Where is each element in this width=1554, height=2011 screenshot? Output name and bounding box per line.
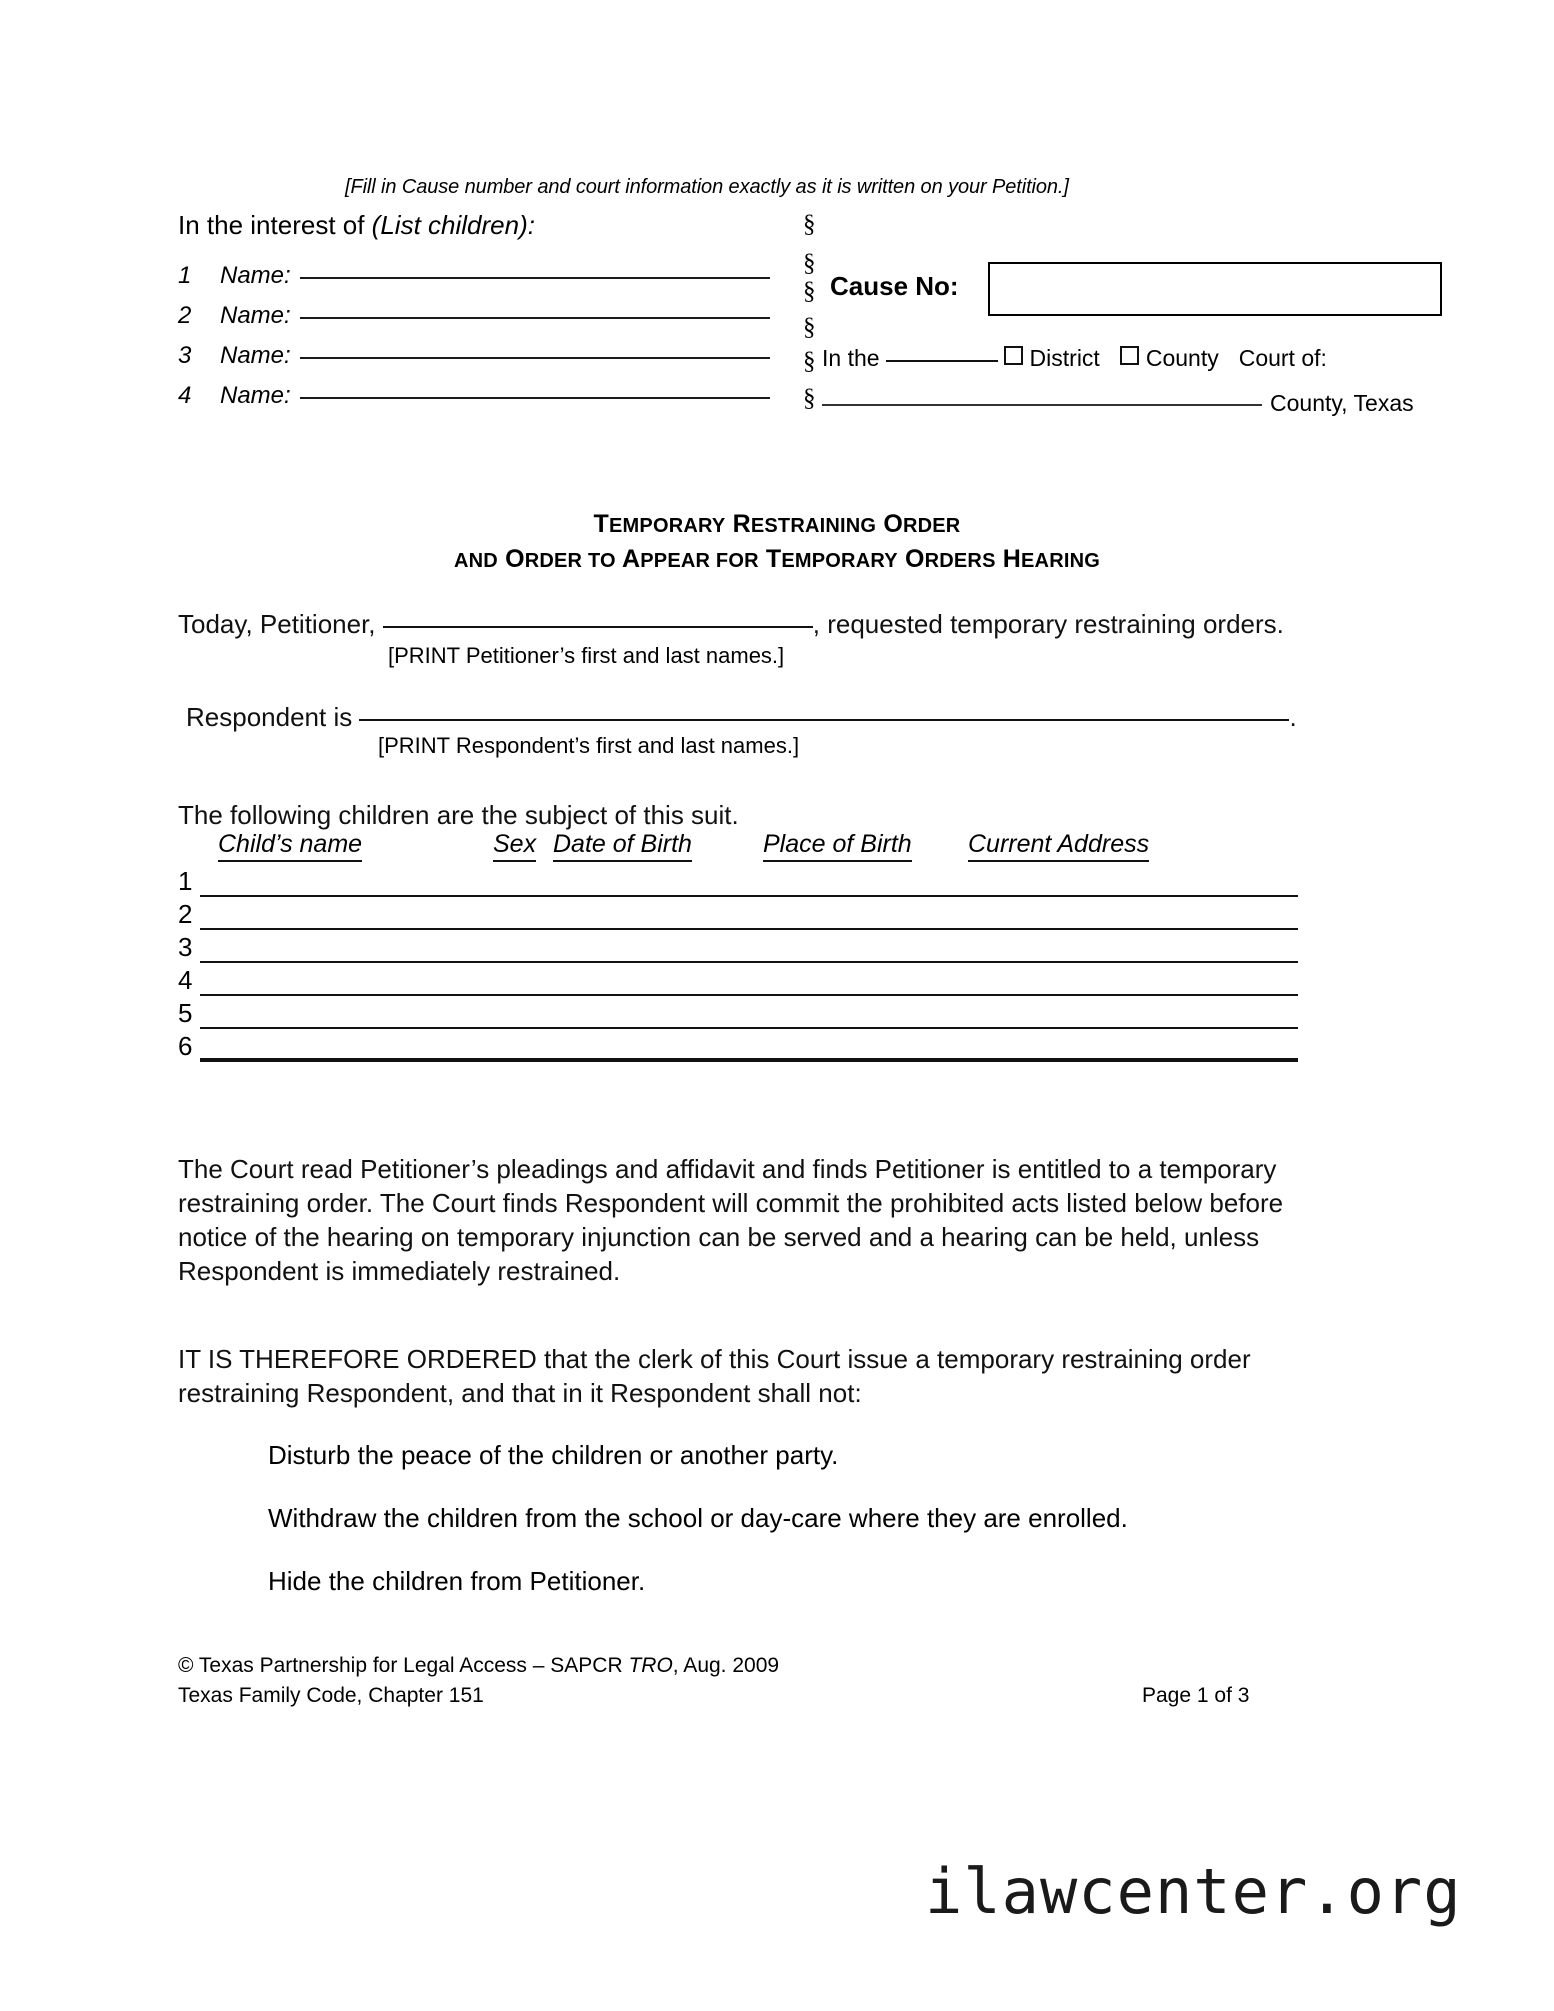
child-name-number-2: 2 (178, 302, 192, 329)
respondent-is-suffix: . (1289, 702, 1297, 732)
child-name-label-4: Name: (220, 382, 291, 409)
prohibited-act-1: Disturb the peace of the children or another party. (268, 1440, 839, 1470)
row-number: 4 (178, 965, 193, 995)
caption-instruction: [Fill in Cause number and court information exactly as it is written on your Petition.] (345, 176, 1069, 198)
district-checkbox[interactable] (1004, 346, 1023, 365)
cause-no-label: Cause No: (830, 271, 959, 301)
row-number: 3 (178, 932, 193, 962)
section-mark: § (803, 278, 816, 305)
site-watermark: ilawcenter.org (925, 1855, 1462, 1928)
respondent-is-line (186, 700, 1297, 734)
footer-page-number: Page 1 of 3 (1142, 1684, 1250, 1707)
child-entry-input-6[interactable] (200, 1058, 1298, 1062)
footer-copyright-form-code: TRO (628, 1654, 673, 1677)
section-mark: § (803, 314, 816, 341)
in-the-interest-of-line (178, 210, 535, 241)
petitioner-name-input[interactable] (383, 626, 813, 628)
column-header-childs-name: Child’s name (218, 830, 362, 862)
child-name-input-2[interactable] (300, 317, 770, 319)
child-name-input-4[interactable] (300, 397, 770, 399)
footer-copyright (178, 1654, 779, 1678)
page-title-line-2: AND ORDER TO APPEAR FOR TEMPORARY ORDERS HEARING (453, 545, 1100, 573)
county-label: County (1145, 345, 1219, 371)
child-name-number-4: 4 (178, 382, 192, 409)
row-number: 6 (178, 1031, 193, 1061)
respondent-name-hint: [PRINT Respondent’s first and last names.] (378, 733, 800, 758)
county-texas-line (822, 390, 1414, 417)
child-name-label-3: Name: (220, 342, 291, 369)
column-header-sex: Sex (493, 830, 536, 862)
row-number: 2 (178, 899, 193, 929)
table-row (178, 996, 1298, 1029)
column-header-place-of-birth: Place of Birth (763, 830, 912, 862)
child-name-row-4 (178, 382, 770, 410)
cause-no-input[interactable] (988, 262, 1442, 316)
footer-copyright-prefix: © Texas Partnership for Legal Access – SAPCR (178, 1654, 629, 1677)
prohibited-act-3: Hide the children from Petitioner. (268, 1566, 646, 1596)
child-name-number-3: 3 (178, 342, 192, 369)
row-number: 1 (178, 866, 193, 896)
today-petitioner-line (178, 607, 1284, 641)
row-number: 5 (178, 998, 193, 1028)
respondent-name-input[interactable] (359, 719, 1289, 721)
section-mark: § (803, 250, 816, 277)
child-name-row-3 (178, 342, 770, 370)
children-subject-intro: The following children are the subject of this suit. (178, 800, 739, 830)
column-header-current-address: Current Address (968, 830, 1149, 862)
court-number-input[interactable] (886, 360, 998, 362)
list-children-hint: (List children): (371, 210, 535, 240)
county-name-input[interactable] (822, 404, 1262, 406)
petitioner-name-hint: [PRINT Petitioner’s first and last names.] (388, 643, 785, 668)
in-the-interest-of-label: In the interest of (178, 210, 372, 240)
table-row (178, 930, 1298, 963)
court-findings-paragraph: The Court read Petitioner’s pleadings and affidavit and finds Petitioner is entitled to a temporary restraining order. The Court finds Respondent will commit the prohibited acts listed below before notice of the hearing on temporary injunction can be served and a hearing can be held, unless Respondent is immediately restrained. (178, 1154, 1284, 1286)
child-name-row-1 (178, 262, 770, 290)
court-of-label: Court of: (1238, 345, 1327, 371)
table-row (178, 864, 1298, 897)
child-name-label-2: Name: (220, 302, 291, 329)
in-the-label: In the (822, 345, 880, 371)
section-mark: § (803, 211, 816, 238)
page-title-line-1: TEMPORARY RESTRAINING ORDER (593, 510, 961, 538)
footer-statute: Texas Family Code, Chapter 151 (178, 1684, 484, 1707)
children-table (178, 830, 1298, 1062)
district-label: District (1029, 345, 1100, 371)
children-table-header-row (178, 830, 1298, 864)
table-row (178, 1029, 1298, 1062)
it-is-therefore-ordered-paragraph: IT IS THEREFORE ORDERED that the clerk of this Court issue a temporary restraining order restraining Respondent, and that in it Respondent shall not: (178, 1344, 1251, 1408)
child-name-input-1[interactable] (300, 277, 770, 279)
county-texas-label: County, Texas (1270, 390, 1414, 416)
table-row (178, 963, 1298, 996)
section-mark: § (803, 385, 816, 412)
today-petitioner-prefix: Today, Petitioner, (178, 609, 376, 639)
court-selection-line (822, 345, 1327, 372)
child-name-row-2 (178, 302, 770, 330)
column-header-date-of-birth: Date of Birth (553, 830, 692, 862)
footer-copyright-suffix: , Aug. 2009 (672, 1654, 780, 1677)
today-petitioner-suffix: , requested temporary restraining orders. (812, 609, 1284, 639)
county-checkbox[interactable] (1120, 346, 1139, 365)
table-row (178, 897, 1298, 930)
section-mark: § (803, 348, 816, 375)
child-name-label-1: Name: (220, 262, 291, 289)
prohibited-act-2: Withdraw the children from the school or day-care where they are enrolled. (268, 1503, 1128, 1533)
child-name-input-3[interactable] (300, 357, 770, 359)
child-name-number-1: 1 (178, 262, 192, 289)
respondent-is-prefix: Respondent is (186, 702, 353, 732)
